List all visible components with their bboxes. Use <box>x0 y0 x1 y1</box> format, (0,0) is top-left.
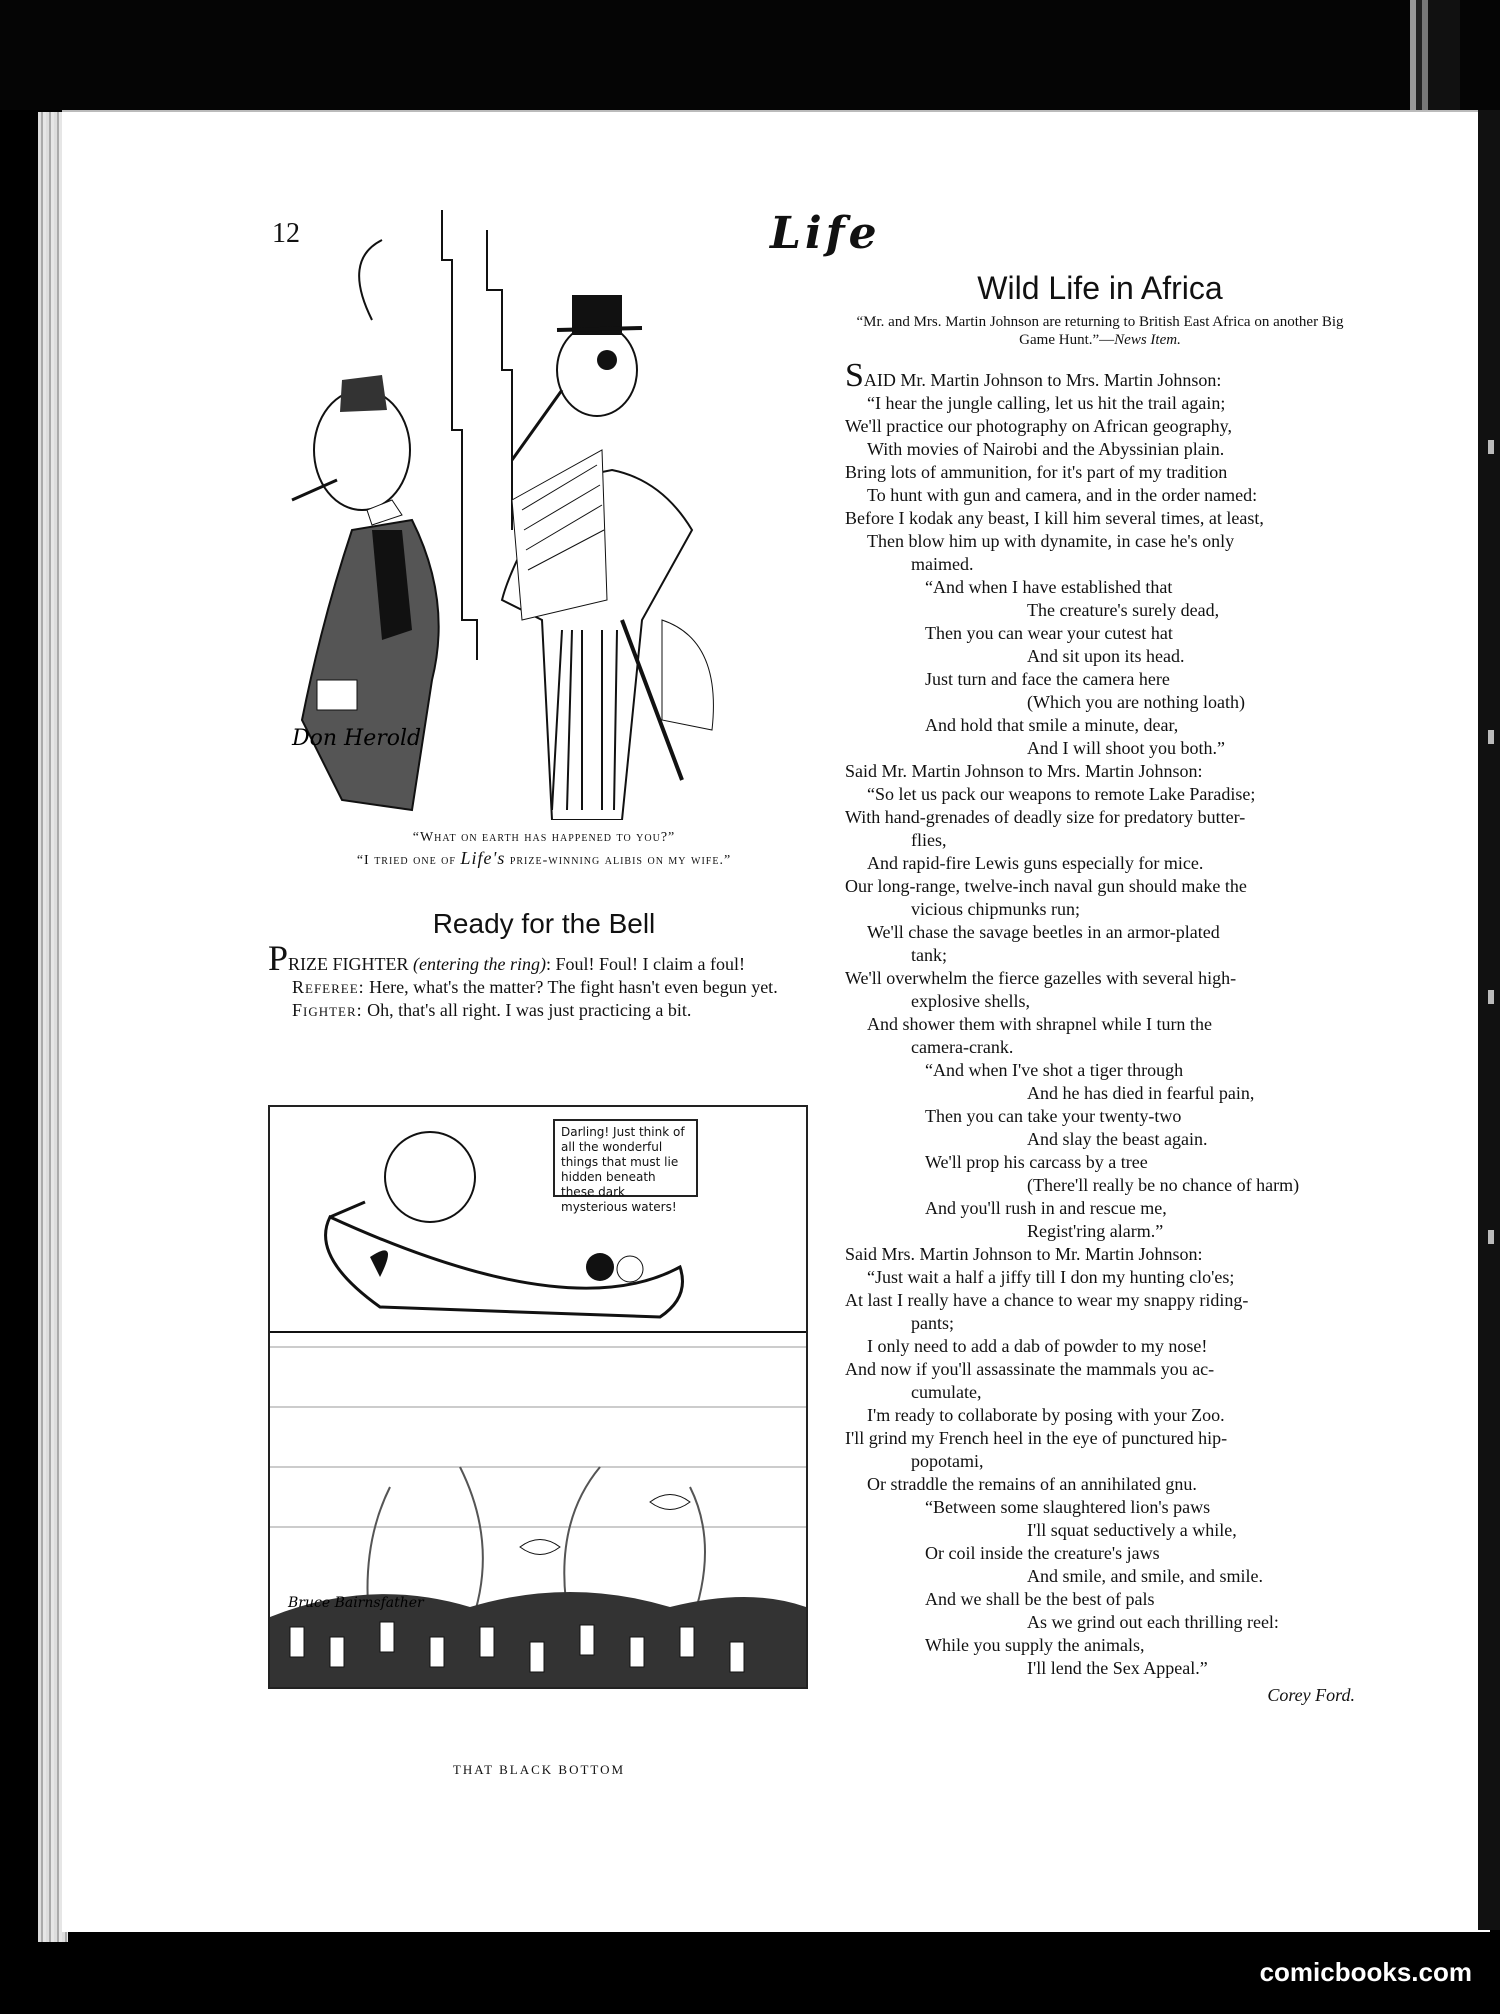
verse-line: Said Mr. Martin Johnson to Mrs. Martin Johnson: <box>845 761 1203 781</box>
verse-line: We'll prop his carcass by a tree <box>925 1152 1148 1172</box>
verse-line: We'll overwhelm the fierce gazelles with several high- <box>845 968 1237 988</box>
verse-line: “So let us pack our weapons to remote Lake Paradise; <box>867 784 1256 804</box>
verse-line: And rapid-fire Lewis guns especially for mice. <box>867 853 1204 873</box>
author-byline: Corey Ford. <box>1267 1685 1355 1705</box>
poem <box>845 357 1355 1707</box>
cartoon-two-men-illustration <box>262 200 822 820</box>
verse-line: Our long-range, twelve-inch naval gun should make the <box>845 876 1247 896</box>
stanza-4 <box>845 1059 1355 1243</box>
verse-line: Or coil inside the creature's jaws <box>925 1543 1160 1563</box>
article-title-wild-life: Wild Life in Africa <box>977 270 1223 306</box>
cartoon-bottom-signature: Bruce Bairnsfather <box>288 1595 424 1611</box>
verse-line: flies, <box>911 830 947 850</box>
verse-line-text: AID Mr. Martin Johnson to Mrs. Martin Johnson: <box>863 370 1222 390</box>
edge-mark <box>1488 730 1494 744</box>
caption-line-2-pre: “I tried one of <box>356 853 461 868</box>
verse-line: And slay the beast again. <box>1027 1129 1208 1149</box>
cartoon-bottom-caption: THAT BLACK BOTTOM <box>452 1762 626 1777</box>
stanza-3 <box>845 760 1355 1059</box>
verse-line: Then blow him up with dynamite, in case he's only <box>867 531 1235 551</box>
speaker: Fighter: <box>292 1000 363 1020</box>
caption-line-2 <box>268 848 820 871</box>
caption-line-2-em: Life's <box>460 848 506 868</box>
subhead-text: “Mr. and Mrs. Martin Johnson are returning to British East Africa on another Big Game Hunt.”— <box>856 314 1344 348</box>
article-wild-life-in-africa <box>845 270 1355 1707</box>
verse-line: With hand-grenades of deadly size for predatory butter- <box>845 807 1246 827</box>
site-watermark: comicbooks.com <box>1259 1957 1472 1987</box>
verse-line: And smile, and smile, and smile. <box>1027 1566 1263 1586</box>
verse-line: And sit upon its head. <box>1027 646 1185 666</box>
edge-mark <box>1488 440 1494 454</box>
subhead-source: News Item. <box>1114 332 1181 348</box>
verse-line: (There'll really be no chance of harm) <box>1027 1175 1300 1195</box>
verse-line: And he has died in fearful pain, <box>1027 1083 1255 1103</box>
verse-line: I'll grind my French heel in the eye of punctured hip- <box>845 1428 1228 1448</box>
article-title-ready-for-bell: Ready for the Bell <box>432 908 656 939</box>
verse-line: Then you can wear your cutest hat <box>925 623 1173 643</box>
verse-line: “Just wait a half a jiffy till I don my hunting clo'es; <box>867 1267 1235 1287</box>
verse-line: I'll squat seductively a while, <box>1027 1520 1237 1540</box>
verse-line: And we shall be the best of pals <box>925 1589 1155 1609</box>
verse-line: I'll lend the Sex Appeal.” <box>1027 1658 1208 1678</box>
edge-mark <box>1488 1230 1494 1244</box>
verse-line: I'm ready to collaborate by posing with your Zoo. <box>867 1405 1225 1425</box>
verse-line: explosive shells, <box>911 991 1030 1011</box>
verse-line: Bring lots of ammunition, for it's part of my tradition <box>845 462 1228 482</box>
page-right-edge <box>1478 110 1500 1930</box>
bell-paragraph-3 <box>268 999 820 1022</box>
edge-mark <box>1488 990 1494 1004</box>
verse-line: “And when I have established that <box>925 577 1173 597</box>
verse-line: Before I kodak any beast, I kill him several times, at least, <box>845 508 1264 528</box>
verse-line: And I will shoot you both.” <box>1027 738 1225 758</box>
verse-line: And hold that smile a minute, dear, <box>925 715 1179 735</box>
verse-line: camera-crank. <box>911 1037 1014 1057</box>
verse-line: vicious chipmunks run; <box>911 899 1080 919</box>
verse-line: Just turn and face the camera here <box>925 669 1170 689</box>
stanza-5 <box>845 1243 1355 1496</box>
verse-line: Or straddle the remains of an annihilated gnu. <box>867 1474 1197 1494</box>
verse-line: Regist'ring alarm.” <box>1027 1221 1164 1241</box>
dialogue: : Foul! Foul! I claim a foul! <box>546 954 745 974</box>
verse-line: We'll chase the savage beetles in an armor-plated <box>867 922 1220 942</box>
canoe-scene <box>270 1107 806 1687</box>
verse-line: Then you can take your twenty-two <box>925 1106 1182 1126</box>
verse-line: pants; <box>911 1313 954 1333</box>
dialogue: Here, what's the matter? The fight hasn't even begun yet. <box>364 977 778 997</box>
verse-line: cumulate, <box>911 1382 982 1402</box>
stage-direction: (entering the ring) <box>413 954 547 974</box>
caption-line-1: “What on earth has happened to you?” <box>412 830 676 845</box>
scan-corner-mark <box>1410 0 1460 110</box>
verse-line: And you'll rush in and rescue me, <box>925 1198 1167 1218</box>
scan-background <box>0 0 1500 110</box>
article-ready-for-bell <box>268 938 820 1022</box>
cartoon-top-caption <box>268 828 820 871</box>
verse-line: And shower them with shrapnel while I turn the <box>867 1014 1212 1034</box>
verse-line: maimed. <box>911 554 974 574</box>
verse-line: tank; <box>911 945 947 965</box>
stanza-1 <box>845 357 1355 576</box>
page-number: 12 <box>272 218 300 249</box>
stanza-6 <box>845 1496 1355 1680</box>
verse-line: popotami, <box>911 1451 984 1471</box>
verse-line: We'll practice our photography on African geography, <box>845 416 1232 436</box>
drop-cap: S <box>845 357 864 394</box>
cartoon-canoe-illustration <box>268 1105 808 1689</box>
verse-line: With movies of Nairobi and the Abyssinian plain. <box>867 439 1225 459</box>
verse-line: As we grind out each thrilling reel: <box>1027 1612 1279 1632</box>
masthead-title: Life <box>770 208 881 259</box>
drop-cap: P <box>268 938 289 978</box>
speech-balloon: Darling! Just think of all the wonderful things that must lie hidden beneath these dark mysterious waters! <box>553 1119 698 1197</box>
stanza-2 <box>845 576 1355 760</box>
verse-line: “I hear the jungle calling, let us hit the trail again; <box>867 393 1226 413</box>
verse-line: (Which you are nothing loath) <box>1027 692 1245 712</box>
article-subhead <box>845 313 1355 349</box>
caption-line-2-post: prize-winning alibis on my wife.” <box>505 853 732 868</box>
verse-line: To hunt with gun and camera, and in the order named: <box>867 485 1258 505</box>
verse-line: While you supply the animals, <box>925 1635 1145 1655</box>
dialogue: Oh, that's all right. I was just practicing a bit. <box>362 1000 692 1020</box>
bell-paragraph-2 <box>268 976 820 999</box>
verse-line <box>845 357 1355 394</box>
bell-paragraph-1 <box>268 938 820 978</box>
verse-line: I only need to add a dab of powder to my nose! <box>867 1336 1208 1356</box>
cartoon-signature: Don Herold <box>292 726 422 751</box>
verse-line: “Between some slaughtered lion's paws <box>925 1497 1211 1517</box>
verse-line: Said Mrs. Martin Johnson to Mr. Martin Johnson: <box>845 1244 1203 1264</box>
verse-line: At last I really have a chance to wear my snappy riding- <box>845 1290 1249 1310</box>
speaker: Referee: <box>292 977 365 997</box>
speaker: RIZE FIGHTER <box>288 954 409 974</box>
verse-line: The creature's surely dead, <box>1027 600 1220 620</box>
verse-line: “And when I've shot a tiger through <box>925 1060 1184 1080</box>
verse-line: And now if you'll assassinate the mammals you ac- <box>845 1359 1215 1379</box>
